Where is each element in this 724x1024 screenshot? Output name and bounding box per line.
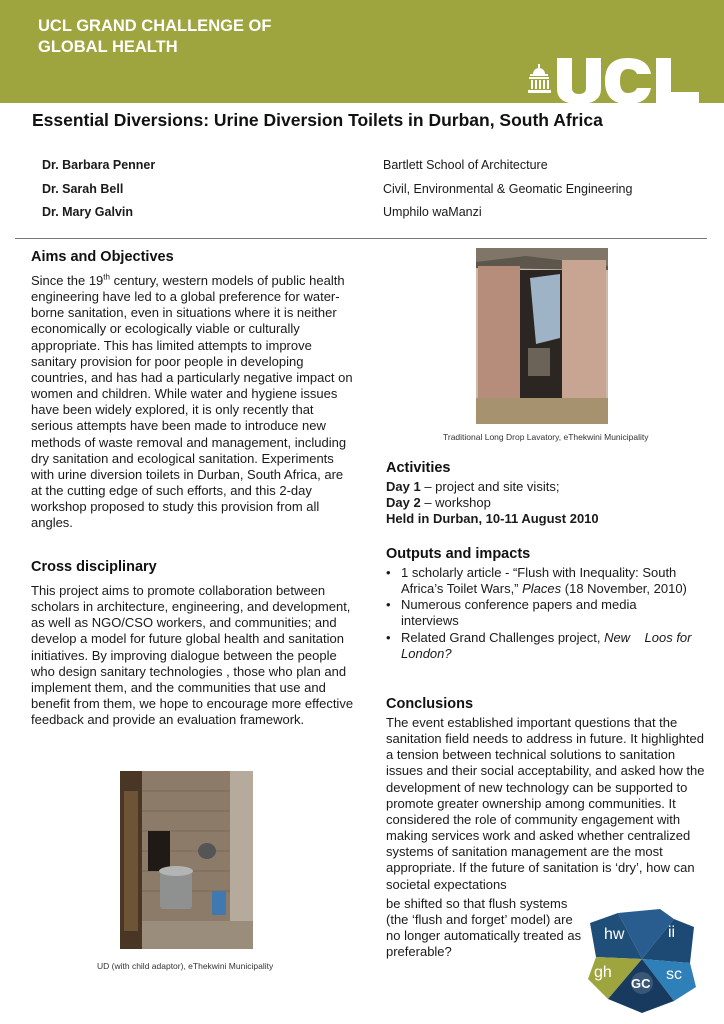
conclusions-paragraph-end: be shifted so that flush systems (the ‘flush and forget’ model) are no longer automatically treated as preferable? xyxy=(386,896,582,960)
activity-day1: Day 1 – project and site visits; xyxy=(386,479,560,494)
aims-heading: Aims and Objectives xyxy=(31,249,174,265)
list-item: • 1 scholarly article - “Flush with Inequality: South Africa’s Toilet Wars,” Places (18 November, 2010) xyxy=(386,565,696,597)
activities-heading: Activities xyxy=(386,460,451,476)
activities-list xyxy=(386,479,706,527)
logo-sc-text: sc xyxy=(666,966,682,983)
author-affiliation: Bartlett School of Architecture xyxy=(383,158,548,172)
conclusions-paragraph: The event established important questions that the sanitation field needs to address in future. It highlighted a tension between technical solutions to sanitation issues and their social acceptability, and asked how the development of new technology can be supported to promote greater ownership among communities. It considered the role of community engagement with making services work and asked whether centralized systems of sanitation management are the most appropriate. If the future of sanitation is ‘dry’, how can societal expectations xyxy=(386,715,705,892)
activity-held: Held in Durban, 10-11 August 2010 xyxy=(386,511,599,527)
outputs-heading: Outputs and impacts xyxy=(386,546,531,562)
ucl-logo xyxy=(527,58,699,104)
cross-paragraph: This project aims to promote collaboration between scholars in architecture, engineering, and development, as well as NGO/CSO workers, and communities; and develop a model for future global health and sanitation initiatives. By improving dialogue between the people who design sanitary technologies , those who plan and implement them, and the communities that use and benefit from them, we hope to encourage more effective feedback and provide an evaluation framework. xyxy=(31,583,354,728)
portico-icon xyxy=(528,64,551,93)
ud-toilet-photo xyxy=(120,771,253,949)
logo-gh-text: gh xyxy=(594,964,612,981)
section-divider xyxy=(15,238,707,239)
activity-day2: Day 2 – workshop xyxy=(386,495,491,511)
cross-heading: Cross disciplinary xyxy=(31,559,157,575)
logo-gc-text: GC xyxy=(631,976,651,991)
outputs-list xyxy=(386,565,696,662)
banner-title-line2: GLOBAL HEALTH xyxy=(38,38,178,56)
logo-hw-text: hw xyxy=(604,926,625,943)
list-item: • Related Grand Challenges project, New Loos for London? xyxy=(386,630,696,662)
banner-title-line1: UCL GRAND CHALLENGE OF xyxy=(38,17,272,35)
list-item: • Numerous conference papers and media interviews xyxy=(386,597,696,629)
author-name: Dr. Barbara Penner xyxy=(42,158,156,172)
conclusions-heading: Conclusions xyxy=(386,696,474,712)
ud-photo-caption: UD (with child adaptor), eThekwini Municipality xyxy=(97,961,274,971)
author-list xyxy=(42,154,155,225)
aims-paragraph: Since the 19th century, western models of public health engineering have led to a global preference for water-borne sanitation, even in situations where it is neither economically or ecologically viable or culturally appropriate. This has limited attempts to improve sanitary provision for poor people in developing countries, and has had a particularly negative impact on women and children. While water and hygiene issues have been widely explored, it is only recently that serious attempts have been made to introduce new methods of waste removal and management, including dry sanitation and ecological sanitation. Experiments with urine diversion toilets in Durban, South Africa, are at the cutting edge of such efforts, and this 2-day workshop proposed to study this provision from all angles. xyxy=(31,272,353,531)
header-banner xyxy=(0,0,724,103)
author-name: Dr. Sarah Bell xyxy=(42,181,124,196)
grand-challenges-logo xyxy=(586,909,698,1013)
logo-ii-text: ii xyxy=(668,924,676,941)
author-affiliation: Civil, Environmental & Geomatic Engineering xyxy=(383,181,633,196)
affiliation-list xyxy=(383,154,632,225)
long-drop-photo xyxy=(476,248,608,424)
banner-title xyxy=(38,16,338,58)
long-drop-caption: Traditional Long Drop Lavatory, eThekwini Municipality xyxy=(443,432,649,442)
poster-title: Essential Diversions: Urine Diversion Toilets in Durban, South Africa xyxy=(32,110,603,130)
author-affiliation: Umphilo waManzi xyxy=(383,205,482,219)
author-name: Dr. Mary Galvin xyxy=(42,205,134,219)
